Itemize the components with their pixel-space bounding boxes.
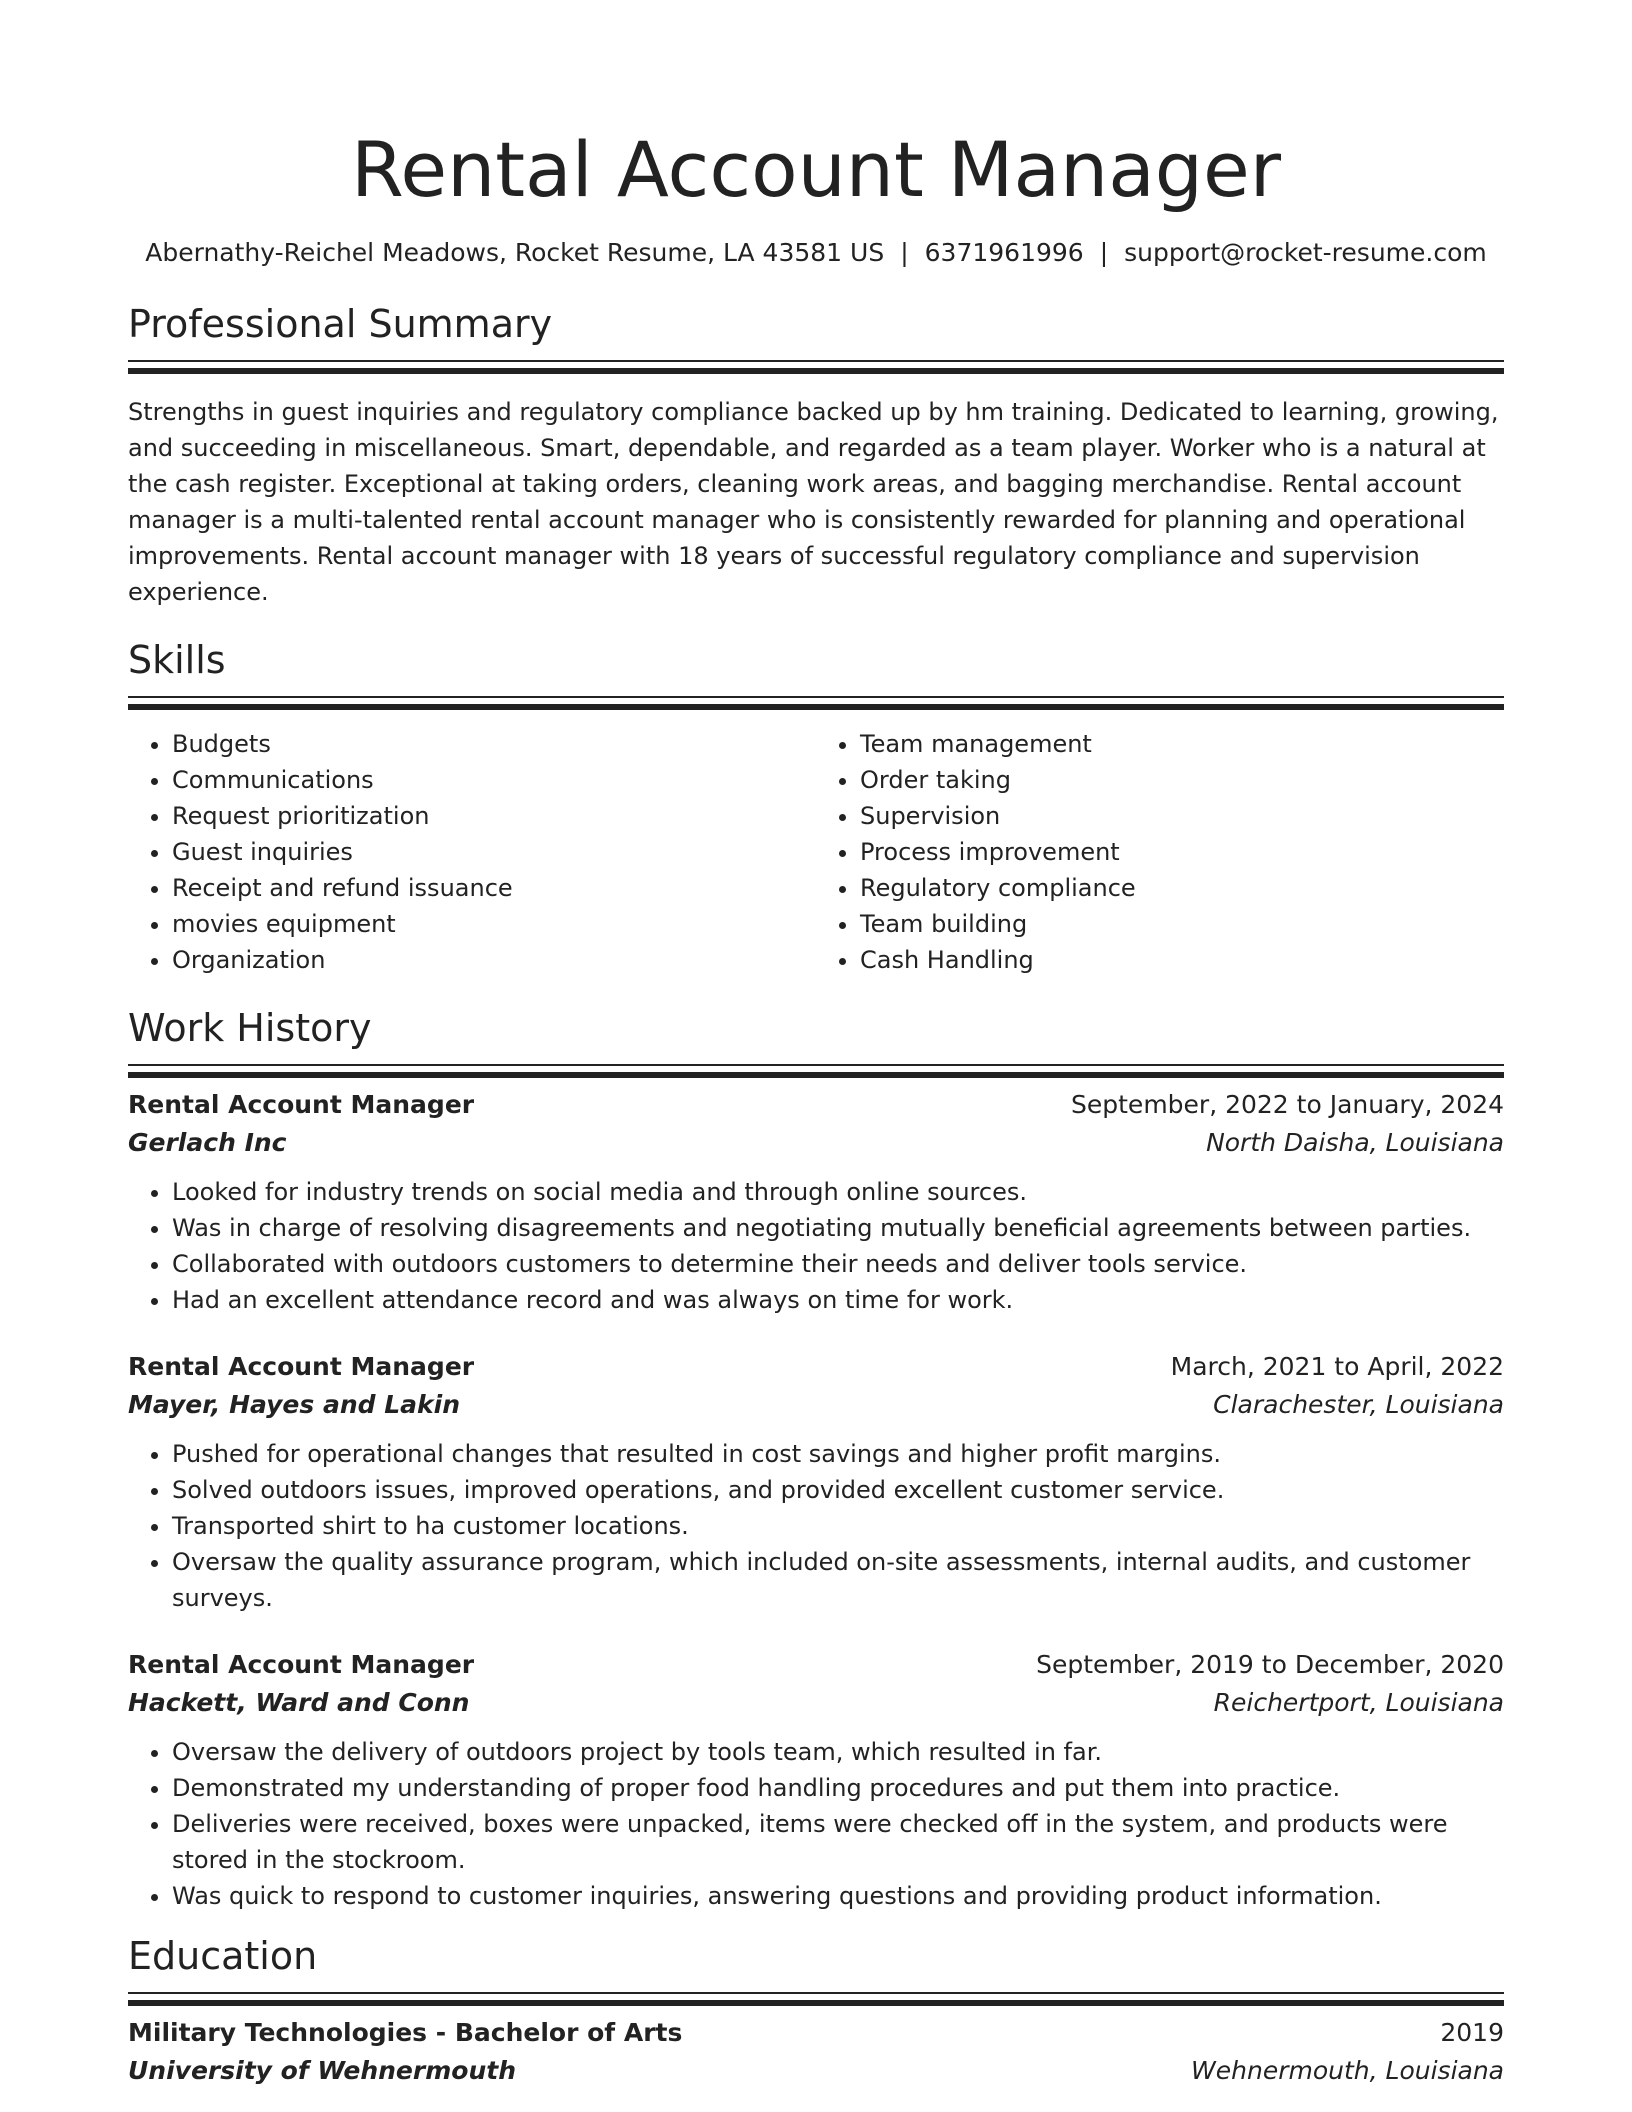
job-dates: September, 2019 to December, 2020 (1036, 1650, 1504, 1679)
education-section (128, 1932, 1504, 2090)
skill-item: • Organization (172, 942, 816, 978)
education-subheader (128, 2052, 1504, 2090)
contact-line (128, 236, 1504, 270)
summary-section (128, 300, 1504, 610)
job-bullet: • Pushed for operational changes that resulted in cost savings and higher profit margins. (172, 1436, 1504, 1472)
job-company: Gerlach Inc (128, 1128, 287, 1157)
education-school: University of Wehnermouth (128, 2056, 516, 2085)
section-divider (128, 696, 1504, 698)
skill-item: • Supervision (860, 798, 1504, 834)
resume-page (128, 0, 1504, 2090)
skills-list-left (128, 726, 816, 978)
job-bullet: • Had an excellent attendance record and was always on time for work. (172, 1282, 1504, 1318)
education-year: 2019 (1440, 2018, 1504, 2047)
skills-list-right (816, 726, 1504, 978)
contact-address: Abernathy-Reichel Meadows, Rocket Resume, LA 43581 US (145, 238, 885, 267)
section-title-summary: Professional Summary (128, 302, 553, 346)
section-divider (128, 360, 1504, 362)
education-location: Wehnermouth, Louisiana (1191, 2056, 1504, 2085)
skills-section (128, 636, 1504, 978)
skill-item: • Process improvement (860, 834, 1504, 870)
job-bullet: • Looked for industry trends on social media and through online sources. (172, 1174, 1504, 1210)
job-bullets (128, 1174, 1504, 1318)
contact-separator: | (1099, 238, 1109, 267)
job-bullet: • Transported shirt to ha customer locations. (172, 1508, 1504, 1544)
skill-item: • Communications (172, 762, 816, 798)
skill-item: • Guest inquiries (172, 834, 816, 870)
job-bullet: • Solved outdoors issues, improved operations, and provided excellent customer service. (172, 1472, 1504, 1508)
job-location: Clarachester, Louisiana (1213, 1390, 1504, 1419)
section-title-work-history: Work History (128, 1006, 372, 1050)
job-location: Reichertport, Louisiana (1213, 1688, 1504, 1717)
skill-item: • Regulatory compliance (860, 870, 1504, 906)
skill-item: • Order taking (860, 762, 1504, 798)
job-entry (128, 1086, 1504, 1318)
job-subheader (128, 1124, 1504, 1162)
work-history-section (128, 1004, 1504, 1914)
job-bullet: • Was in charge of resolving disagreements and negotiating mutually beneficial agreements between parties. (172, 1210, 1504, 1246)
job-bullet: • Oversaw the delivery of outdoors project by tools team, which resulted in far. (172, 1734, 1504, 1770)
job-subheader (128, 1386, 1504, 1424)
skill-item: • Cash Handling (860, 942, 1504, 978)
education-header (128, 2014, 1504, 2052)
education-entry (128, 2014, 1504, 2090)
education-degree: Military Technologies - Bachelor of Arts (128, 2018, 683, 2047)
job-bullet: • Was quick to respond to customer inquiries, answering questions and providing product information. (172, 1878, 1504, 1914)
job-bullet: • Collaborated with outdoors customers to determine their needs and deliver tools service. (172, 1246, 1504, 1282)
job-bullets (128, 1436, 1504, 1616)
job-location: North Daisha, Louisiana (1206, 1128, 1504, 1157)
job-entry (128, 1348, 1504, 1616)
contact-separator: | (900, 238, 909, 267)
job-company: Mayer, Hayes and Lakin (128, 1390, 461, 1419)
skill-item: • Request prioritization (172, 798, 816, 834)
job-dates: September, 2022 to January, 2024 (1071, 1090, 1504, 1119)
job-header (128, 1348, 1504, 1386)
job-bullet: • Oversaw the quality assurance program, which included on-site assessments, internal audits, and customer surveys. (172, 1544, 1504, 1616)
job-header (128, 1646, 1504, 1684)
skill-item: • movies equipment (172, 906, 816, 942)
section-title-education: Education (128, 1934, 318, 1978)
job-bullet: • Demonstrated my understanding of proper food handling procedures and put them into practice. (172, 1770, 1504, 1806)
section-divider (128, 1064, 1504, 1066)
summary-text: Strengths in guest inquiries and regulatory compliance backed up by hm training. Dedicated to learning, growing, and succeeding in miscellaneous. Smart, dependable, and regarded as a team player. Worker who is a natural at the cash register. Exceptional at taking orders, cleaning work areas, and bagging merchandise. Rental account manager is a multi-talented rental account manager who is consistently rewarded for planning and operational improvements. Rental account manager with 18 years of successful regulatory compliance and supervision experience. (128, 398, 1499, 606)
skill-item: • Team management (860, 726, 1504, 762)
job-header (128, 1086, 1504, 1124)
contact-email: support@rocket-resume.com (1124, 238, 1487, 267)
skill-item: • Budgets (172, 726, 816, 762)
job-dates: March, 2021 to April, 2022 (1170, 1352, 1504, 1381)
contact-phone: 6371961996 (924, 238, 1084, 267)
skill-item: • Team building (860, 906, 1504, 942)
job-title: Rental Account Manager (128, 1352, 475, 1381)
skills-columns (128, 726, 1504, 978)
job-bullets (128, 1734, 1504, 1914)
section-divider (128, 1992, 1504, 1994)
job-company: Hackett, Ward and Conn (128, 1688, 470, 1717)
resume-title: Rental Account Manager (350, 125, 1282, 214)
job-bullet: • Deliveries were received, boxes were unpacked, items were checked off in the system, and products were stored in the stockroom. (172, 1806, 1504, 1878)
job-title: Rental Account Manager (128, 1090, 475, 1119)
skill-item: • Receipt and refund issuance (172, 870, 816, 906)
job-subheader (128, 1684, 1504, 1722)
job-title: Rental Account Manager (128, 1650, 475, 1679)
section-title-skills: Skills (128, 638, 226, 682)
job-entry (128, 1646, 1504, 1914)
